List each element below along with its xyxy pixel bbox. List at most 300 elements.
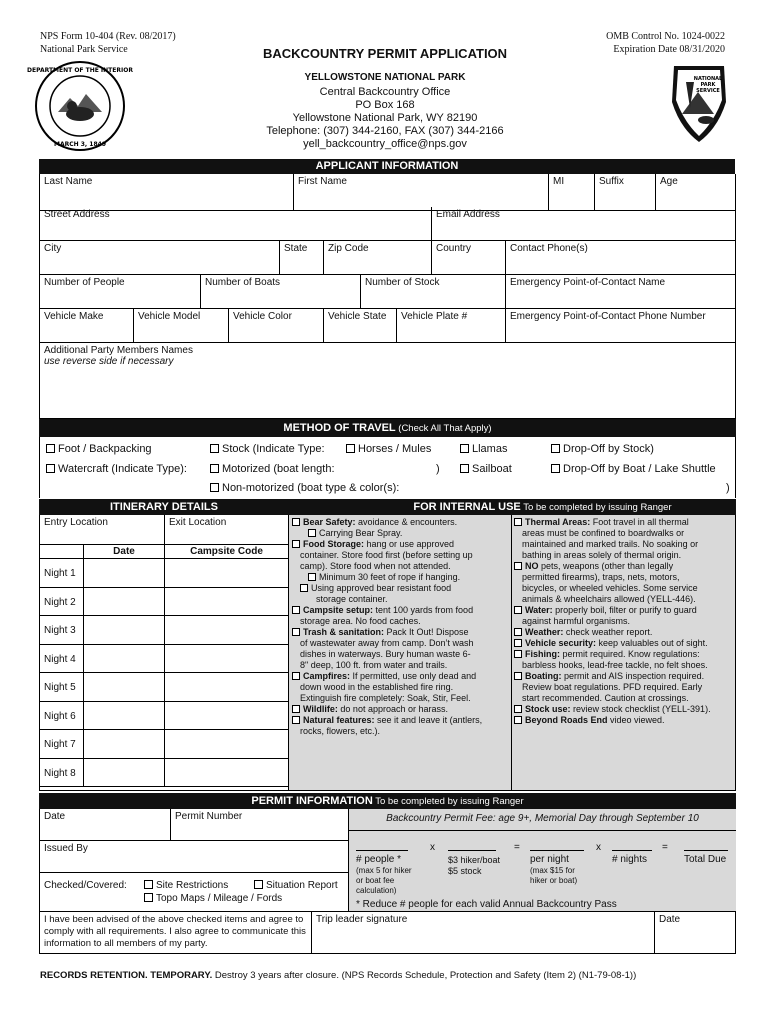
- internal-use-checkbox[interactable]: [292, 540, 300, 548]
- llamas-option[interactable]: [460, 443, 507, 455]
- number-of-boats-field[interactable]: [201, 275, 361, 309]
- situation-report-label: Situation Report: [266, 880, 338, 891]
- internal-use-item-heading: Bear Safety:: [303, 517, 356, 527]
- internal-use-checkbox[interactable]: [514, 705, 522, 713]
- foot-checkbox[interactable]: [46, 444, 55, 453]
- records-retention-label: RECORDS RETENTION. TEMPORARY.: [40, 970, 213, 981]
- suffix-field[interactable]: [595, 174, 656, 211]
- rate-input[interactable]: [448, 850, 496, 851]
- date-column-header: Date: [84, 545, 165, 559]
- night-label-cell: [39, 702, 84, 731]
- internal-use-item: [292, 660, 512, 671]
- form-number: NPS Form 10-404 (Rev. 08/2017): [40, 31, 176, 42]
- nights-label: # nights: [612, 854, 648, 865]
- number-of-people-field[interactable]: [39, 275, 201, 309]
- night-column-header: [39, 545, 84, 559]
- internal-use-item: [514, 682, 736, 693]
- signature-date-field[interactable]: [655, 912, 736, 954]
- night-campsite-field[interactable]: [165, 673, 289, 702]
- internal-use-item-heading: Vehicle security:: [525, 638, 597, 648]
- internal-use-item-text: bicycles, or wheeled vehicles. Some service: [522, 583, 698, 593]
- mi-label: MI: [553, 176, 565, 187]
- internal-use-item: [292, 616, 512, 627]
- additional-party-label: Additional Party Members Names: [44, 345, 193, 356]
- night-date-field[interactable]: [84, 559, 165, 588]
- night-campsite-field[interactable]: [165, 645, 289, 674]
- night-label: Night 1: [44, 568, 76, 579]
- internal-use-item-heading: Food Storage:: [303, 539, 364, 549]
- site-restrictions-label: Site Restrictions: [156, 880, 229, 891]
- total-due-label: Total Due: [684, 854, 727, 865]
- office-name: Central Backcountry Office: [319, 86, 451, 98]
- internal-use-checkbox[interactable]: [514, 672, 522, 680]
- internal-use-item-text: storage container.: [316, 594, 388, 604]
- site-restrictions-option[interactable]: [144, 880, 228, 891]
- night-date-field[interactable]: [84, 616, 165, 645]
- stock-label: Stock (Indicate Type:: [222, 443, 325, 455]
- internal-use-item: [292, 517, 512, 528]
- internal-use-item: [292, 605, 512, 616]
- night-label: Night 6: [44, 710, 76, 722]
- internal-use-item-text: Foot travel in all thermal: [590, 517, 689, 527]
- night-campsite-field[interactable]: [165, 559, 289, 588]
- mi-field[interactable]: [549, 174, 595, 211]
- night-label: Night 3: [44, 625, 76, 636]
- internal-use-item-text: against harmful organisms.: [522, 616, 631, 626]
- internal-use-item-text: If permitted, use only dead and: [350, 671, 477, 681]
- internal-use-checkbox[interactable]: [514, 628, 522, 636]
- situation-report-option[interactable]: [254, 880, 338, 891]
- motorized-option[interactable]: [210, 463, 335, 475]
- permit-info-title: PERMIT INFORMATION: [251, 795, 373, 807]
- internal-use-item: [514, 528, 736, 539]
- suffix-label: Suffix: [599, 176, 624, 187]
- emergency-contact-phone-field[interactable]: [506, 309, 736, 343]
- svg-text:MARCH 3, 1849: MARCH 3, 1849: [54, 141, 106, 148]
- permit-date-field[interactable]: [39, 809, 171, 841]
- signature-date-label: Date: [659, 914, 681, 925]
- internal-use-checkbox[interactable]: [514, 639, 522, 647]
- email-address-field[interactable]: [432, 207, 736, 241]
- foot-label: Foot / Backpacking: [58, 443, 152, 455]
- internal-use-item-heading: Fishing:: [525, 649, 560, 659]
- internal-use-checkbox[interactable]: [308, 573, 316, 581]
- watercraft-checkbox[interactable]: [46, 464, 55, 473]
- night-date-field[interactable]: [84, 588, 165, 617]
- horses-mules-option[interactable]: [346, 443, 431, 455]
- doi-seal-icon: [27, 60, 133, 152]
- internal-use-item: [292, 671, 512, 682]
- night-label: Night 4: [44, 653, 76, 665]
- internal-use-item-text: rocks, flowers, etc.).: [300, 726, 381, 736]
- night-label-cell: [39, 588, 84, 617]
- checked-covered-label: Checked/Covered:: [44, 880, 127, 891]
- internal-use-item-text: properly boil, filter or purify to guard: [552, 605, 697, 615]
- watercraft-label: Watercraft (Indicate Type):: [58, 463, 187, 475]
- internal-use-item-heading: Beyond Roads End: [525, 715, 608, 725]
- per-night-input[interactable]: [530, 850, 584, 851]
- internal-use-item-heading: Boating:: [525, 671, 562, 681]
- first-name-field[interactable]: [294, 174, 549, 211]
- internal-use-item-text: Pack It Out! Dispose: [384, 627, 469, 637]
- first-name-label: First Name: [298, 176, 347, 187]
- internal-use-item: [514, 671, 736, 682]
- form-title: BACKCOUNTRY PERMIT APPLICATION: [262, 46, 508, 61]
- svg-text:PARK: PARK: [700, 82, 716, 88]
- permit-info-header: [39, 793, 736, 809]
- contact-phone-label: Contact Phone(s): [510, 243, 588, 254]
- internal-use-item: [514, 649, 736, 660]
- internal-use-item: [514, 616, 736, 627]
- internal-use-item-text: pets, weapons (other than legally: [538, 561, 674, 571]
- internal-use-item-text: video viewed.: [607, 715, 665, 725]
- street-address-label: Street Address: [44, 209, 110, 220]
- age-field[interactable]: [656, 174, 736, 211]
- nights-input[interactable]: [612, 850, 652, 851]
- vehicle-state-field[interactable]: [324, 309, 397, 343]
- fee-equals-1: =: [514, 842, 520, 853]
- last-name-label: Last Name: [44, 176, 93, 187]
- additional-party-field[interactable]: [39, 343, 736, 419]
- internal-use-item-text: of wastewater away from camp. Don’t wash: [300, 638, 474, 648]
- permit-info-note: To be completed by issuing Ranger: [372, 796, 524, 807]
- contact-phone-field[interactable]: [506, 241, 736, 275]
- expiration-date: Expiration Date 08/31/2020: [613, 44, 725, 55]
- night-label-cell: [39, 759, 84, 788]
- internal-use-item: [514, 550, 736, 561]
- night-campsite-field[interactable]: [165, 759, 289, 788]
- llamas-label: Llamas: [472, 443, 508, 455]
- internal-use-item-text: see it and leave it (antlers,: [374, 715, 483, 725]
- internal-use-checkbox[interactable]: [292, 672, 300, 680]
- internal-use-item: [514, 594, 736, 605]
- night-label-cell: [39, 559, 84, 588]
- fee-equals-2: =: [662, 842, 668, 853]
- nonmotorized-checkbox[interactable]: [210, 483, 219, 492]
- internal-use-item: [514, 517, 736, 528]
- campsite-column-header: Campsite Code: [165, 545, 289, 559]
- emergency-contact-name-label: Emergency Point-of-Contact Name: [510, 277, 666, 288]
- nps-arrowhead-logo-icon: [668, 62, 730, 144]
- dropoff-stock-option[interactable]: [551, 443, 654, 455]
- fee-multiply-1: x: [430, 842, 435, 853]
- fee-title: Backcountry Permit Fee: age 9+, Memorial Day through September 10: [386, 813, 699, 824]
- rate-stock: $5 stock: [448, 866, 482, 876]
- internal-use-item-heading: Thermal Areas:: [525, 517, 591, 527]
- internal-use-item-text: Minimum 30 feet of rope if hanging.: [319, 572, 461, 582]
- night-label: Night 2: [44, 596, 76, 608]
- internal-use-checkbox[interactable]: [292, 705, 300, 713]
- site-restrictions-checkbox[interactable]: [144, 880, 153, 889]
- agreement-statement: I have been advised of the above checked items and agree to comply with all requirements. I also agree to communicate this information to all members of my party.: [39, 912, 312, 954]
- exit-location-label: Exit Location: [169, 517, 227, 528]
- people-label: # people *: [356, 854, 402, 865]
- internal-use-item-text: start recommended. Caution at crossings.: [522, 693, 689, 703]
- internal-use-note: To be completed by issuing Ranger: [520, 502, 672, 513]
- internal-use-item-text: bathing in areas solely of thermal origin.: [522, 550, 682, 560]
- internal-use-item-text: Using approved bear resistant food: [311, 583, 452, 593]
- internal-use-item: [292, 704, 512, 715]
- nonmotorized-close-paren: ): [726, 482, 730, 494]
- internal-use-title: FOR INTERNAL USE: [413, 501, 521, 513]
- internal-use-item: [514, 704, 736, 715]
- method-of-travel-note: (Check All That Apply): [395, 423, 492, 434]
- nonmotorized-label: Non-motorized (boat type & color(s):: [222, 482, 400, 494]
- vehicle-plate-field[interactable]: [397, 309, 506, 343]
- internal-use-item-text: permitted firearms), traps, nets, motors,: [522, 572, 680, 582]
- internal-use-header: [289, 499, 736, 515]
- internal-use-item: [292, 550, 512, 561]
- internal-use-item: [514, 660, 736, 671]
- state-field[interactable]: [280, 241, 324, 275]
- dropoff-boat-checkbox[interactable]: [551, 464, 560, 473]
- pass-reduction-note: * Reduce # people for each valid Annual Backcountry Pass: [356, 899, 617, 910]
- internal-use-checkbox[interactable]: [300, 584, 308, 592]
- internal-use-checkbox[interactable]: [308, 529, 316, 537]
- number-of-stock-label: Number of Stock: [365, 277, 440, 288]
- svg-text:SERVICE: SERVICE: [696, 88, 720, 94]
- internal-use-item: [514, 638, 736, 649]
- entry-location-label: Entry Location: [44, 517, 108, 528]
- internal-use-item: [292, 638, 512, 649]
- internal-use-item: [292, 715, 512, 726]
- internal-use-item-heading: Campsite setup:: [303, 605, 374, 615]
- internal-use-item-text: check weather report.: [563, 627, 653, 637]
- internal-use-item-heading: NO: [525, 561, 539, 571]
- people-input[interactable]: [356, 850, 408, 851]
- motorized-checkbox[interactable]: [210, 464, 219, 473]
- state-label: State: [284, 243, 308, 254]
- night-campsite-field[interactable]: [165, 588, 289, 617]
- last-name-field[interactable]: [39, 174, 294, 211]
- dropoff-stock-checkbox[interactable]: [551, 444, 560, 453]
- internal-use-item: [514, 627, 736, 638]
- night-label-cell: [39, 730, 84, 759]
- foot-backpacking-option[interactable]: [46, 443, 152, 455]
- horses-checkbox[interactable]: [346, 444, 355, 453]
- internal-use-item: [292, 649, 512, 660]
- internal-use-item: [514, 561, 736, 572]
- internal-use-checkbox[interactable]: [514, 716, 522, 724]
- itinerary-header: ITINERARY DETAILS: [39, 499, 289, 515]
- internal-use-item-text: hang or use approved: [364, 539, 455, 549]
- zip-code-field[interactable]: [324, 241, 432, 275]
- fee-multiply-2: x: [596, 842, 601, 853]
- night-label: Night 7: [44, 739, 76, 750]
- night-label-cell: [39, 673, 84, 702]
- night-date-field[interactable]: [84, 759, 165, 788]
- internal-use-item: [514, 539, 736, 550]
- vehicle-make-label: Vehicle Make: [44, 311, 104, 322]
- internal-use-right-column: [514, 517, 736, 726]
- vehicle-make-field[interactable]: [39, 309, 134, 343]
- watercraft-option[interactable]: [46, 463, 187, 475]
- internal-use-item: [514, 605, 736, 616]
- internal-use-item-text: permit and AIS inspection required.: [561, 671, 705, 681]
- records-retention-text: Destroy 3 years after closure. (NPS Records Schedule, Protection and Safety (Item 2) (N1-79-08-1)): [212, 970, 637, 981]
- internal-use-item-text: keep valuables out of sight.: [596, 638, 708, 648]
- internal-use-item: [292, 726, 512, 737]
- dropoff-boat-label: Drop-Off by Boat / Lake Shuttle: [563, 463, 716, 475]
- sailboat-option[interactable]: [460, 463, 512, 475]
- vehicle-color-label: Vehicle Color: [233, 311, 292, 322]
- internal-use-checkbox[interactable]: [514, 518, 522, 526]
- night-label: Night 5: [44, 682, 76, 693]
- internal-use-checkbox[interactable]: [514, 650, 522, 658]
- motorized-label: Motorized (boat length:: [222, 463, 335, 475]
- internal-use-item-text: tent 100 yards from food: [373, 605, 474, 615]
- sailboat-label: Sailboat: [472, 463, 512, 475]
- internal-use-item-text: 8" deep, 100 ft. from water and trails.: [300, 660, 448, 670]
- night-date-field[interactable]: [84, 702, 165, 731]
- people-note: (max 5 for hiker or boat fee calculation): [356, 866, 412, 895]
- internal-use-item-heading: Campfires:: [303, 671, 351, 681]
- internal-use-checkbox[interactable]: [292, 518, 300, 526]
- applicant-info-header: APPLICANT INFORMATION: [39, 159, 735, 174]
- internal-use-item-heading: Trash & sanitation:: [303, 627, 385, 637]
- internal-use-item-text: down wood in the established fire ring.: [300, 682, 454, 692]
- country-field[interactable]: [432, 241, 506, 275]
- internal-use-item-heading: Wildlife:: [303, 704, 338, 714]
- sailboat-checkbox[interactable]: [460, 464, 469, 473]
- city-label: City: [44, 243, 62, 254]
- internal-use-item-heading: Stock use:: [525, 704, 571, 714]
- night-campsite-field[interactable]: [165, 730, 289, 759]
- night-label-cell: [39, 645, 84, 674]
- motorized-close-paren: ): [436, 463, 440, 475]
- internal-use-item-text: dishes in waterways. Bury human waste 6-: [300, 649, 471, 659]
- internal-use-item-text: Extinguish fire completely: Soak, Stir, Feel.: [300, 693, 471, 703]
- internal-use-item-text: maintained and marked trails. No soaking or: [522, 539, 699, 549]
- additional-party-note: use reverse side if necessary: [44, 356, 174, 367]
- internal-use-item: [292, 528, 512, 539]
- stock-option[interactable]: [210, 443, 325, 455]
- horses-label: Horses / Mules: [358, 443, 432, 455]
- vehicle-model-label: Vehicle Model: [138, 311, 201, 322]
- internal-use-item: [292, 594, 512, 605]
- number-of-boats-label: Number of Boats: [205, 277, 281, 288]
- internal-use-item: [292, 583, 512, 594]
- office-phone: Telephone: (307) 344-2160, FAX (307) 344-2166: [266, 125, 504, 137]
- method-of-travel-title: METHOD OF TRAVEL: [283, 422, 396, 434]
- internal-use-item-heading: Weather:: [525, 627, 564, 637]
- night-campsite-field[interactable]: [165, 702, 289, 731]
- dropoff-stock-label: Drop-Off by Stock): [563, 443, 654, 455]
- records-retention: [40, 970, 636, 981]
- internal-use-item-text: avoidance & encounters.: [355, 517, 458, 527]
- internal-use-item-text: do not approach or harass.: [337, 704, 448, 714]
- internal-use-item-text: Review boat regulations. PFD required. Early: [522, 682, 703, 692]
- rate-hiker-boat: $3 hiker/boat: [448, 855, 501, 865]
- situation-report-checkbox[interactable]: [254, 880, 263, 889]
- stock-checkbox[interactable]: [210, 444, 219, 453]
- internal-use-checkbox[interactable]: [292, 716, 300, 724]
- internal-use-item-text: container. Store food first (before setting up: [300, 550, 473, 560]
- llamas-checkbox[interactable]: [460, 444, 469, 453]
- internal-use-item: [292, 627, 512, 638]
- internal-use-item: [292, 539, 512, 550]
- internal-use-item: [292, 682, 512, 693]
- trip-leader-signature-field[interactable]: [312, 912, 655, 954]
- topo-maps-option[interactable]: [144, 893, 282, 904]
- night-date-field[interactable]: [84, 673, 165, 702]
- nonmotorized-option[interactable]: [210, 482, 399, 494]
- vehicle-model-field[interactable]: [134, 309, 229, 343]
- email-address-label: Email Address: [436, 209, 500, 220]
- topo-maps-label: Topo Maps / Mileage / Fords: [156, 893, 283, 904]
- internal-use-item: [514, 693, 736, 704]
- internal-use-item-text: barbless hooks, lead-free tackle, no felt shoes.: [522, 660, 708, 670]
- omb-control: OMB Control No. 1024-0022: [606, 31, 725, 42]
- topo-maps-checkbox[interactable]: [144, 893, 153, 902]
- night-campsite-field[interactable]: [165, 616, 289, 645]
- svg-text:DEPARTMENT OF THE INTERIOR: DEPARTMENT OF THE INTERIOR: [27, 67, 133, 74]
- emergency-contact-phone-label: Emergency Point-of-Contact Phone Number: [510, 311, 706, 322]
- internal-use-checkbox[interactable]: [514, 562, 522, 570]
- emergency-contact-name-field[interactable]: [506, 275, 736, 309]
- night-date-field[interactable]: [84, 730, 165, 759]
- internal-use-checkbox[interactable]: [292, 606, 300, 614]
- internal-use-item-heading: Natural features:: [303, 715, 375, 725]
- internal-use-item-text: storage area. No food caches.: [300, 616, 421, 626]
- internal-use-item-text: permit required. Know regulations:: [560, 649, 700, 659]
- exit-location-field[interactable]: [165, 515, 289, 545]
- permit-number-field[interactable]: [171, 809, 349, 841]
- zip-code-label: Zip Code: [328, 243, 369, 254]
- internal-use-left-column: [292, 517, 512, 737]
- internal-use-item: [514, 572, 736, 583]
- entry-location-field[interactable]: [39, 515, 165, 545]
- country-label: Country: [436, 243, 472, 254]
- number-of-people-label: Number of People: [44, 277, 125, 288]
- total-due-input[interactable]: [684, 850, 728, 851]
- age-label: Age: [660, 176, 678, 187]
- night-label-cell: [39, 616, 84, 645]
- internal-use-item-text: Carrying Bear Spray.: [319, 528, 403, 538]
- night-label: Night 8: [44, 767, 76, 779]
- issued-by-label: Issued By: [44, 843, 88, 854]
- method-of-travel-header: [39, 419, 736, 437]
- street-address-field[interactable]: [39, 207, 432, 241]
- issued-by-field[interactable]: [39, 841, 349, 873]
- internal-use-item-text: camp). Store food when not attended.: [300, 561, 451, 571]
- internal-use-item: [514, 583, 736, 594]
- internal-use-checkbox[interactable]: [514, 606, 522, 614]
- trip-leader-signature-label: Trip leader signature: [316, 914, 408, 925]
- internal-use-item-text: areas must be confined to boardwalks or: [522, 528, 685, 538]
- internal-use-item-heading: Water:: [525, 605, 553, 615]
- per-night-label: per night: [530, 854, 569, 865]
- city-field[interactable]: [39, 241, 280, 275]
- park-name: YELLOWSTONE NATIONAL PARK: [304, 72, 466, 83]
- vehicle-color-field[interactable]: [229, 309, 324, 343]
- internal-use-item: [292, 693, 512, 704]
- internal-use-item: [514, 715, 736, 726]
- vehicle-state-label: Vehicle State: [328, 311, 387, 322]
- dropoff-boat-option[interactable]: [551, 463, 716, 475]
- internal-use-item-text: review stock checklist (YELL-391).: [570, 704, 711, 714]
- svg-text:NATIONAL: NATIONAL: [693, 76, 723, 82]
- number-of-stock-field[interactable]: [361, 275, 506, 309]
- office-pobox: PO Box 168: [355, 99, 415, 111]
- internal-use-item-text: animals & wheelchairs allowed (YELL-446).: [522, 594, 696, 604]
- night-date-field[interactable]: [84, 645, 165, 674]
- permit-number-label: Permit Number: [175, 811, 243, 822]
- internal-use-item: [292, 572, 512, 583]
- internal-use-checkbox[interactable]: [292, 628, 300, 636]
- vehicle-plate-label: Vehicle Plate #: [401, 311, 468, 322]
- permit-date-label: Date: [44, 811, 66, 822]
